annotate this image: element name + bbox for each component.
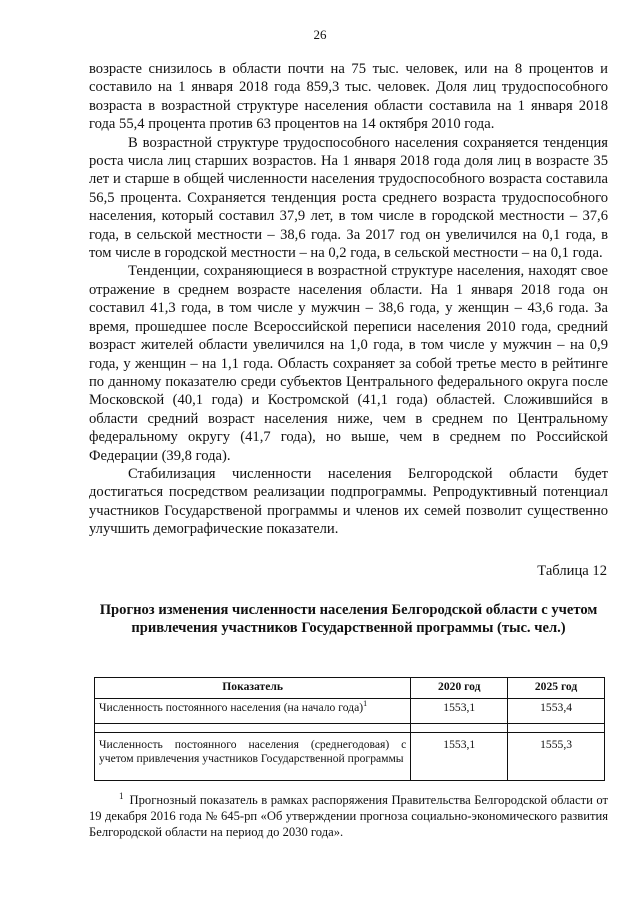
value-2020-cell: 1553,1 [411, 699, 508, 724]
indicator-cell [95, 699, 411, 724]
table-caption: Таблица 12 [537, 563, 607, 579]
footnote-mark: 1 [119, 791, 124, 801]
paragraph: В возрастной структуре трудоспособного населения сохраняется тенденция роста числа лиц старших возрастов. На 1 января 2018 года доля лиц в возрасте 35 лет и старше в общей численности населения трудоспособного возраста составила 56,5 процента. Сохраняется тенденция роста среднего возраста трудоспособного населения, который составил 37,9 лет, в том числе в городской местности – 37,6 года, в сельской местности – 38,6 года. За 2017 год он увеличился на 0,1 года, в том числе в городской местности – на 0,2 года, в сельской местности – на 0,1 года. [89, 134, 608, 262]
forecast-table [94, 677, 605, 781]
paragraph: возрасте снизилось в области почти на 75 тыс. человек, или на 8 процентов и составило на 1 января 2018 года 859,3 тыс. человек. Доля лиц трудоспособного возраста в возрастной структуре населения области составила на 1 января 2018 года 55,4 процента против 63 процентов на 14 октября 2010 года. [89, 61, 608, 133]
column-header-2025: 2025 год [508, 678, 605, 699]
footnote-ref: 1 [363, 699, 368, 709]
value-2025-cell: 1553,4 [508, 699, 605, 724]
column-header-indicator: Показатель [95, 678, 411, 699]
column-header-2020: 2020 год [411, 678, 508, 699]
paragraph: Тенденции, сохраняющиеся в возрастной структуре населения, находят свое отражение в среднем возрасте населения области. На 1 января 2018 года он составил 41,3 года, в том числе у мужчин – 38,6 года, у женщин – 43,6 года. За время, прошедшее после Всероссийской переписи населения 2010 года, средний возраст жителей области увеличился на 1,0 года, в том числе у мужчин – на 0,9 года, у женщин – на 1,1 года. Область сохраняет за собой третье место в рейтинге по данному показателю среди субъектов Центрального федерального округа после Московской (40,1 года) и Костромской (41,1 года) областей. Сложившийся в области средний возраст населения ниже, чем в среднем по Центральному федеральному округу (41,7 года), но выше, чем в среднем по Российской Федерации (39,8 года). [89, 263, 608, 464]
value-2020-cell: 1553,1 [411, 733, 508, 781]
footnote [89, 789, 608, 840]
table-header-row [95, 678, 605, 699]
page-number: 26 [313, 27, 327, 42]
indicator-cell: Численность постоянного населения (среднегодовая) с учетом привлечения участников Государственной программы [95, 733, 411, 781]
table-row [95, 699, 605, 724]
value-2025-cell: 1555,3 [508, 733, 605, 781]
footnote-text: Прогнозный показатель в рамках распоряжения Правительства Белгородской области от 19 декабря 2016 года № 645-рп «Об утверждении прогноза социально-экономического развития Белгородской области на период до 2030 года». [89, 793, 608, 839]
table-title: Прогноз изменения численности населения Белгородской области с учетом привлечения участников Государственной программы (тыс. чел.) [99, 602, 598, 637]
body-text [89, 60, 608, 539]
table-spacer-row [95, 724, 605, 733]
paragraph: Стабилизация численности населения Белгородской области будет достигаться посредством реализации подпрограммы. Репродуктивный потенциал участников Государственой программы и членов их семей позволит существенно улучшить демографические показатели. [89, 465, 608, 538]
indicator-text: Численность постоянного населения (на начало года) [99, 701, 364, 714]
table-row [95, 733, 605, 781]
